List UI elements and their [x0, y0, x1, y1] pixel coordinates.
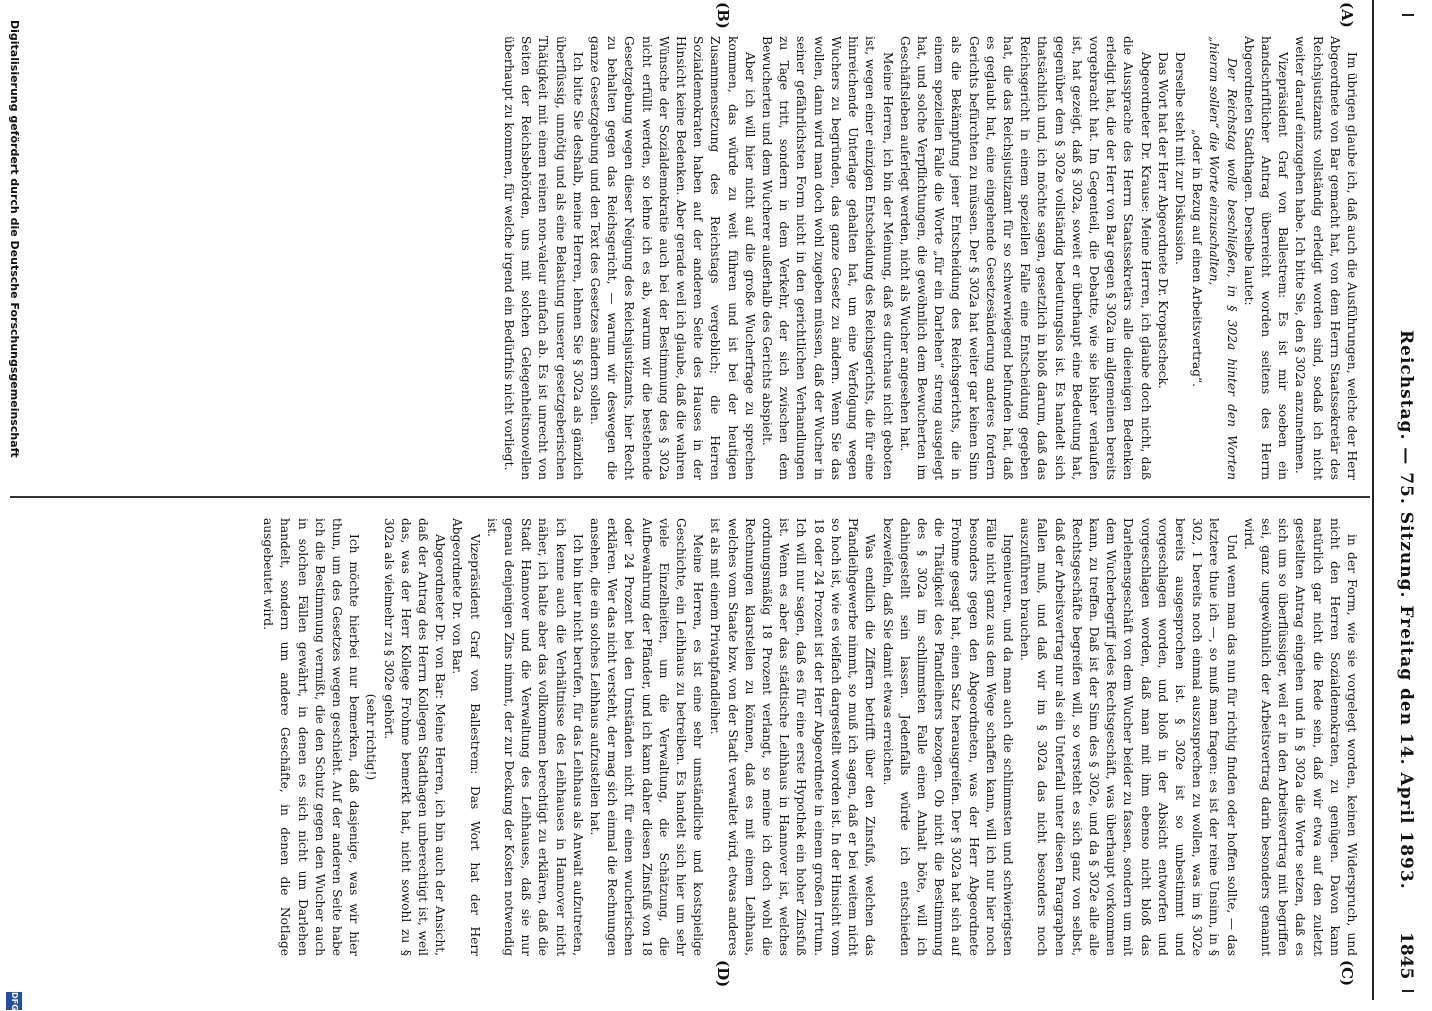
paragraph: Meine Herren, es ist eine sehr umständliche und kostspielige Geschichte, ein Leihhaus zu betreiben. Es handelt sich hier um sehr viele Einzelheiten, um die Verwaltung, die Schätzung, die Aufbewahrung der Pfänder, und ich kann daher diesen Zinsfuß von 18 oder 24 Prozent bei den Umständen nicht für einen wucherischen erklären. Wer das nicht versteht, der mag sich einmal die Rechnungen ansehen, die ein solches Leihhaus aufzustellen hat. — [588, 518, 706, 956]
paragraph: Abgeordneter Dr. Krause: Meine Herren, ich glaube doch nicht, daß die Aussprache des Herrn Staatssekretärs alle dieienigen Bedenken erledigt hat, die der Herr von Bar gegen § 302a im allgemeinen bereits vorgebracht hat. Im Gegenteil, die Debatte, wie sie bisher verlaufen ist, hat gezeigt, daß § 302a, soweit er überhaupt eine Bedeutung hat, gegenüber dem § 302e vollständig bedeutungslos ist. Es handelt sich thatsächlich und, ich möchte sagen, gesetzlich in bloß darum, daß das Reichsgericht in einem speziellen Falle eine Entscheidung gegeben hat, die das Reichsjustizamt für so schwerwiegend befunden hat, daß es geglaubt hat, eine eingehende Gesetzesänderung anderes fordern Gerichts befürchten zu müssen. Der § 302a hat weiter gar keinen Sinn als die Bekämpfung jener Entscheidung des Reichsgerichts, die in einem speziellen Falle die Worte „für ein Darlehen“ streng ausgelegt hat, und solche Verpflichtungen, die gewöhnlich dem Bewucherten im Geschäftsleben auferlegt werden, nicht als Wucher angesehen hat. — [897, 36, 1153, 480]
running-head: Reichstag. — 75. Sitzung. Freitag den 14. April 1893. — [1396, 330, 1416, 890]
column-divider — [10, 496, 1370, 498]
paragraph: Abgeordneter Dr. von Bar: Meine Herren, ich bin auch der Ansicht, daß der Antrag des Herrn Kollegen Stadthagen unberechtigt ist, weil das, was der Herr Kollege Frohme bemerkt hat, nicht sowohl zu § 302a als vielmehr zu § 302e gehört. — [381, 518, 448, 956]
paragraph: in der Form, wie sie vorgelegt worden, keinen Widerspruch, und nicht den Herren Sozialdemokraten, zu genügen. Davon kann natürlich gar nicht die Rede sein, daß wir etwa auf den zuletzt gestellten Antrag eingehen und in § 302a die Worte setzen, daß es sich um so überflüssiger, weil er in den Arbeitsvertrag mit begriffen sei, ganz ungewöhnlich der Arbeitsvertrag darin besonders genannt wird. — [1241, 518, 1359, 956]
paragraph: Meine Herren, ich bin der Meinung, daß es durchaus nicht geboten ist, wegen einer einzigen Entscheidung des Reichsgerichts, die für eine hinreichende Unterlage gehalten hat, um eine Verfolgung wegen Wuchers zu begründen, das ganze Gesetz zu ändern. Wenn Sie das wollen, dann wird man doch wohl zugeben müssen, daß der Wucher in seiner gefährlichsten Form nicht in den gerichtlichen Verhandlungen zu Tage tritt, sondern in dem Verkehr, der sich zwischen dem Bewucherten und dem Wucherer außerhalb des Gerichts abspielt. — [760, 36, 895, 480]
paragraph: Ich bin hier nicht berufen, für das Leihhaus als Anwalt aufzutreten, ich kenne auch die Verhältnisse des Leihhauses in Hannover nicht näher, ich halte aber das vollkommen berechtigt zu erklären, daß die Stadt Hannover und die Verwaltung des Leihhauses, daß sie nur genau denjenigen Zins nimmt, der zur Deckung der Kosten notwendig ist. — [484, 518, 585, 956]
margin-marker-c: (C) — [1338, 960, 1356, 987]
paragraph: Vizepräsident Graf von Ballestrem: Das Wort hat der Herr Abgeordnete Dr. von Bar. — [450, 518, 482, 956]
paragraph: Das Wort hat der Herr Abgeordnete Dr. Kropatscheck. — [1155, 52, 1170, 389]
paragraph: Derselbe steht mit zur Diskussion. — [1172, 52, 1187, 265]
left-text-column — [20, 36, 1360, 480]
page-number: 1845 — [1396, 932, 1416, 980]
paragraph: Aber ich will hier nicht auf die große Wucherfrage zu sprechen kommen, das würde zu weit führen und ist bei der heutigen Zusammensetzung des Reichstags vergeblich; die Herren Sozialdemokraten haben auf der anderen Seite des Hauses in der Hinsicht keine Bedenken. Aber gerade weil ich glaube, daß die wahren Wünsche der Sozialdemokratie auch bei der Bestimmung des § 302a nicht erfüllt werden, so lehne ich es ab, warum wir die bestehende Gesetzgebung wegen dieser Neigung des Reichsjustizamts, hier Recht zu behalten gegen das Reichsgericht, — warum wir deswegen die ganze Gesetzgebung und den Text des Gesetzes ändern sollen. — [588, 36, 757, 480]
margin-marker-a: (A) — [1338, 2, 1356, 28]
margin-marker-b: (B) — [714, 2, 732, 29]
margin-marker-d: (D) — [714, 960, 732, 988]
page-header — [1362, 0, 1432, 1000]
paragraph: „oder in Bezug auf einen Arbeitsvertrag“. — [1190, 128, 1205, 387]
digitization-note: Digitalisierung gefördert durch die Deutsche Forschungsgemeinschaft — [8, 20, 21, 458]
paragraph: Ingenieuren, und da man auch die schlimmsten und schwierigsten Fälle nicht ganz aus dem Wege schaffen kann, will ich nur hier noch besonders gegen den Abgeordneten, was der Herr Abgeordnete Frohme gesagt hat, einen Satz herausgreifen. Der § 302a hat sich auf die Thätigkeit des Pfandleihers bezogen. Ob nicht die Bestimmung des § 302a im schlimmsten Falle einen Anhalt böte, will ich dahingestellt sein lassen. Jedenfalls würde ich entschieden bezweifeln, daß Sie damit etwas erreichen. — [880, 518, 1015, 956]
paragraph: Ich möchte hierbei nur bemerken, daß dasjenige, was wir hier thun, um des Gesetzes wegen geschieht. Auf der anderen Seite habe ich die Bestimmung vermißt, die den Schutz gegen den Wucher auch in solchen Fällen gewährt, in denen es sich nicht um Darlehen handelt, sondern um andere Geschäfte, in denen die Notlage ausgebeutet wird. — [261, 518, 362, 956]
header-tick-mark — [1402, 990, 1414, 992]
paragraph: Im übrigen glaube ich, daß auch die Ausführungen, welche der Herr Abgeordnete von Bar gemacht hat, von dem Herrn Staatssekretär des Reichsjustizamts vollständig erledigt worden sind, sodaß ich nicht weiter darauf einzugehen habe. Ich bitte Sie, den § 302a anzunehmen. — [1293, 36, 1359, 480]
digitization-footer — [0, 20, 24, 1011]
paragraph: Was endlich die Ziffern betrifft über den Zinsfuß, welchen das Pfandleihgewerbe nimmt, so muß ich sagen, daß er bei weitem nicht so hoch ist, wie es vielfach dargestellt worden ist. In der Hinsicht vom 18 oder 24 Prozent ist der Herr Abgeordnete in einem großen Irrtum. Ich will nur sagen, daß es für eine erste Hypothek ein hoher Zinsfuß ist. Wenn es aber das städtische Leihhaus in Hannover ist, welches ordnungsmäßig 18 Prozent verlangt, so meine ich doch wohl die Rechnungen klarstellen zu können, daß es mit einem Leihhaus, welches vom Staate bzw. von der Stadt verwaltet wird, etwas anderes ist als mit einem Privatpfandleiher. — [708, 518, 878, 956]
header-tick-mark — [1402, 14, 1414, 16]
header-rule — [1372, 0, 1374, 1000]
paragraph: Und wenn man das nun für richtig finden oder hoffen sollte, — das letztere thue ich —, so muß man fragen: es ist der reine Unsinn, in § 302, 1 bereits noch einmal auszusprechen zu wollen, was im § 302e bereits ausgesprochen ist. § 302e ist so unbestimmt und vorgeschlagen worden, und bloß in der Absicht entworfen und vorgeschlagen worden, daß man mit ihm ebenso nicht bloß das Darlehensgeschäft von dem Wucher beider zu fassen, sondern um mit dem Wucherbegriff jedes Rechtsgeschäft, was überhaupt vorkommen kann, zu treffen. Daß ist der Sinn des § 302e, und da § 302e alle alle Rechtsgeschäfte begreifen will, so versteht es sich ganz von selbst, daß der Arbeitsvertrag nur als ein Unterfall unter diesen Paragraphen fallen muß, und daß wir im § 302a das nicht besonders noch auszuführen brauchen. — [1018, 518, 1239, 956]
paragraph: Ich bitte Sie deshalb, meine Herren, lehnen Sie § 302a als gänzlich überflüssig, unnötig und als eine Belastung unserer gesetzgeberischen Thätigkeit mit einem reinen non-valeur einfach ab. Es ist unrecht von Seiten der Reichsbehörden, uns mit solchen Gelegenheitsnovellen überhaupt zu kommen, für welche irgend ein Bedürfnis nicht vorliegt. — [502, 36, 585, 480]
right-text-column — [20, 518, 1360, 956]
dfg-logo-icon: DFG — [6, 992, 22, 1010]
paragraph: Der Reichstag wolle beschließen, in § 302a hinter den Worten „hieran sollen“ die Worte einzuschalten, — [1207, 36, 1239, 480]
paragraph: (sehr richtig!) — [364, 693, 379, 781]
paragraph: Vizepräsident Graf von Ballestrem: Es ist mir soeben ein handschriftlicher Antrag überreicht worden seitens des Herrn Abgeordneten Stadthagen. Derselbe lautet: — [1241, 36, 1291, 480]
